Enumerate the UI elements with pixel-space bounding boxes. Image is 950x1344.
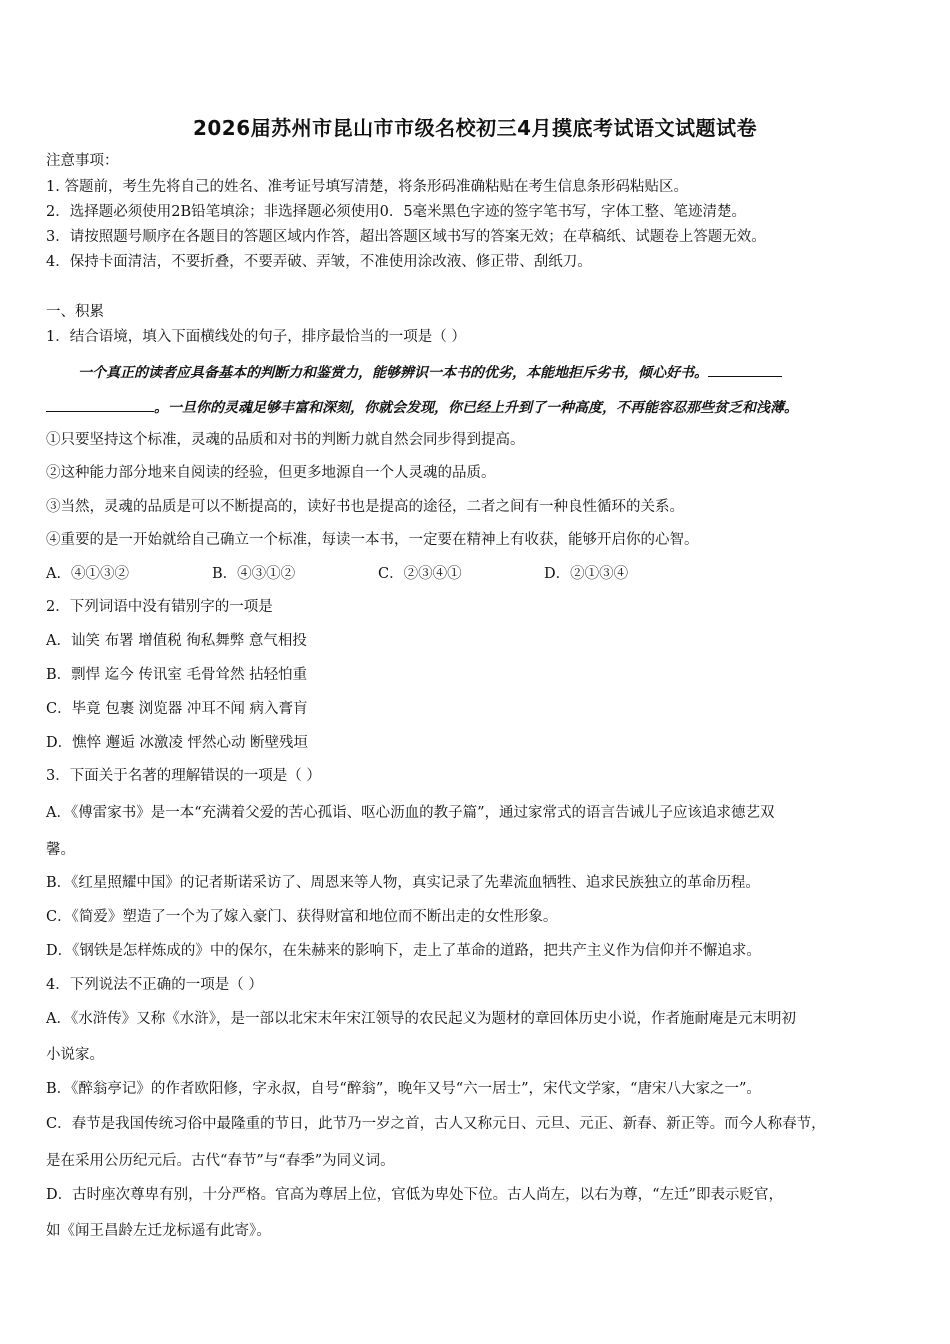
notice-item: 3．请按照题号顺序在各题目的答题区域内作答，超出答题区域书写的答案无效；在草稿纸、试题卷上答题无效。 [46,229,766,245]
notice-item: 2．选择题必须使用2B铅笔填涂；非选择题必须使用0．5毫米黑色字迹的签字笔书写，字体工整、笔迹清楚。 [46,204,747,220]
option-c: C．春节是我国传统习俗中最隆重的节日，此节乃一岁之首，古人又称元日、元旦、元正、新春、新正等。而今人称春节， [46,1116,826,1132]
passage-line [46,397,798,417]
option-b: B．④③①② [212,566,296,582]
option-b: B．剽悍 迄今 传讯室 毛骨耸然 拈轻怕重 [46,667,308,683]
sentence-option: ③当然，灵魂的品质是可以不断提高的，读好书也是提高的途径，二者之间有一种良性循环的关系。 [46,499,684,515]
option-b: B．《醉翁亭记》的作者欧阳修，字永叔，自号“醉翁”，晚年又号“六一居士”，宋代文学家，“唐宋八大家之一”。 [46,1081,761,1097]
option-a-cont: 馨。 [46,842,75,858]
option-a: A．《傅雷家书》是一本“充满着父爱的苦心孤诣、呕心沥血的教子篇”，通过家常式的语言告诫儿子应该追求德艺双 [46,805,775,821]
page-title: 2026届苏州市昆山市市级名校初三4月摸底考试语文试题试卷 [192,116,758,140]
question-stem: 4．下列说法不正确的一项是（ ） [46,977,263,993]
notice-heading: 注意事项： [46,153,119,169]
option-d: D．古时座次尊卑有别，十分严格。官高为尊居上位，官低为卑处下位。古人尚左，以右为尊，“左迁”即表示贬官， [46,1187,783,1203]
answer-blank [46,397,154,412]
passage-line [78,362,782,382]
option-a: A．《水浒传》又称《水浒》，是一部以北宋末年宋江领导的农民起义为题材的章回体历史小说，作者施耐庵是元末明初 [46,1011,796,1027]
question-stem: 1．结合语境，填入下面横线处的句子，排序最恰当的一项是（ ） [46,329,466,345]
section-heading: 一、积累 [46,304,104,320]
option-c-cont: 是在采用公历纪元后。古代“春节”与“春季”为同义词。 [46,1153,395,1169]
question-stem: 3．下面关于名著的理解错误的一项是（ ） [46,768,321,784]
sentence-option: ④重要的是一开始就给自己确立一个标准，每读一本书，一定要在精神上有收获，能够开启你的心智。 [46,532,699,548]
question-stem: 2．下列词语中没有错别字的一项是 [46,599,273,615]
option-d: D．《钢铁是怎样炼成的》中的保尔，在朱赫来的影响下，走上了革命的道路，把共产主义作为信仰并不懈追求。 [46,943,761,959]
answer-options [46,565,628,583]
option-c: C．毕竟 包裹 浏览器 冲耳不闻 病入膏肓 [46,701,308,717]
passage-text: 一个真正的读者应具备基本的判断力和鉴赏力，能够辨识一本书的优劣，本能地拒斥劣书，倾心好书。 [78,365,708,381]
option-a: A．④①③② [46,566,129,582]
option-d-cont: 如《闻王昌龄左迁龙标遥有此寄》。 [46,1223,271,1239]
option-d: D．憔悴 邂逅 冰激凌 怦然心动 断壁残垣 [46,735,309,751]
option-a-cont: 小说家。 [46,1047,104,1063]
option-c: C．《简爱》塑造了一个为了嫁入豪门、获得财富和地位而不断出走的女性形象。 [46,909,558,925]
option-a: A．讪笑 布署 增值税 徇私舞弊 意气相投 [46,633,307,649]
option-b: B．《红星照耀中国》的记者斯诺采访了、周恩来等人物，真实记录了先辈流血牺牲、追求民族独立的革命历程。 [46,875,760,891]
sentence-option: ②这种能力部分地来自阅读的经验，但更多地源自一个人灵魂的品质。 [46,465,496,481]
sentence-option: ①只要坚持这个标准，灵魂的品质和对书的判断力就自然会同步得到提高。 [46,432,525,448]
notice-item: 1. 答题前，考生先将自己的姓名、准考证号填写清楚，将条形码准确粘贴在考生信息条形码粘贴区。 [46,179,688,195]
answer-blank [708,362,782,377]
option-d: D．②①③④ [544,566,629,582]
notice-item: 4．保持卡面清洁，不要折叠，不要弄破、弄皱，不准使用涂改液、修正带、刮纸刀。 [46,254,592,270]
option-c: C．②③④① [378,566,462,582]
passage-text: 。一旦你的灵魂足够丰富和深刻，你就会发现，你已经上升到了一种高度，不再能容忍那些贫乏和浅薄。 [154,400,798,416]
